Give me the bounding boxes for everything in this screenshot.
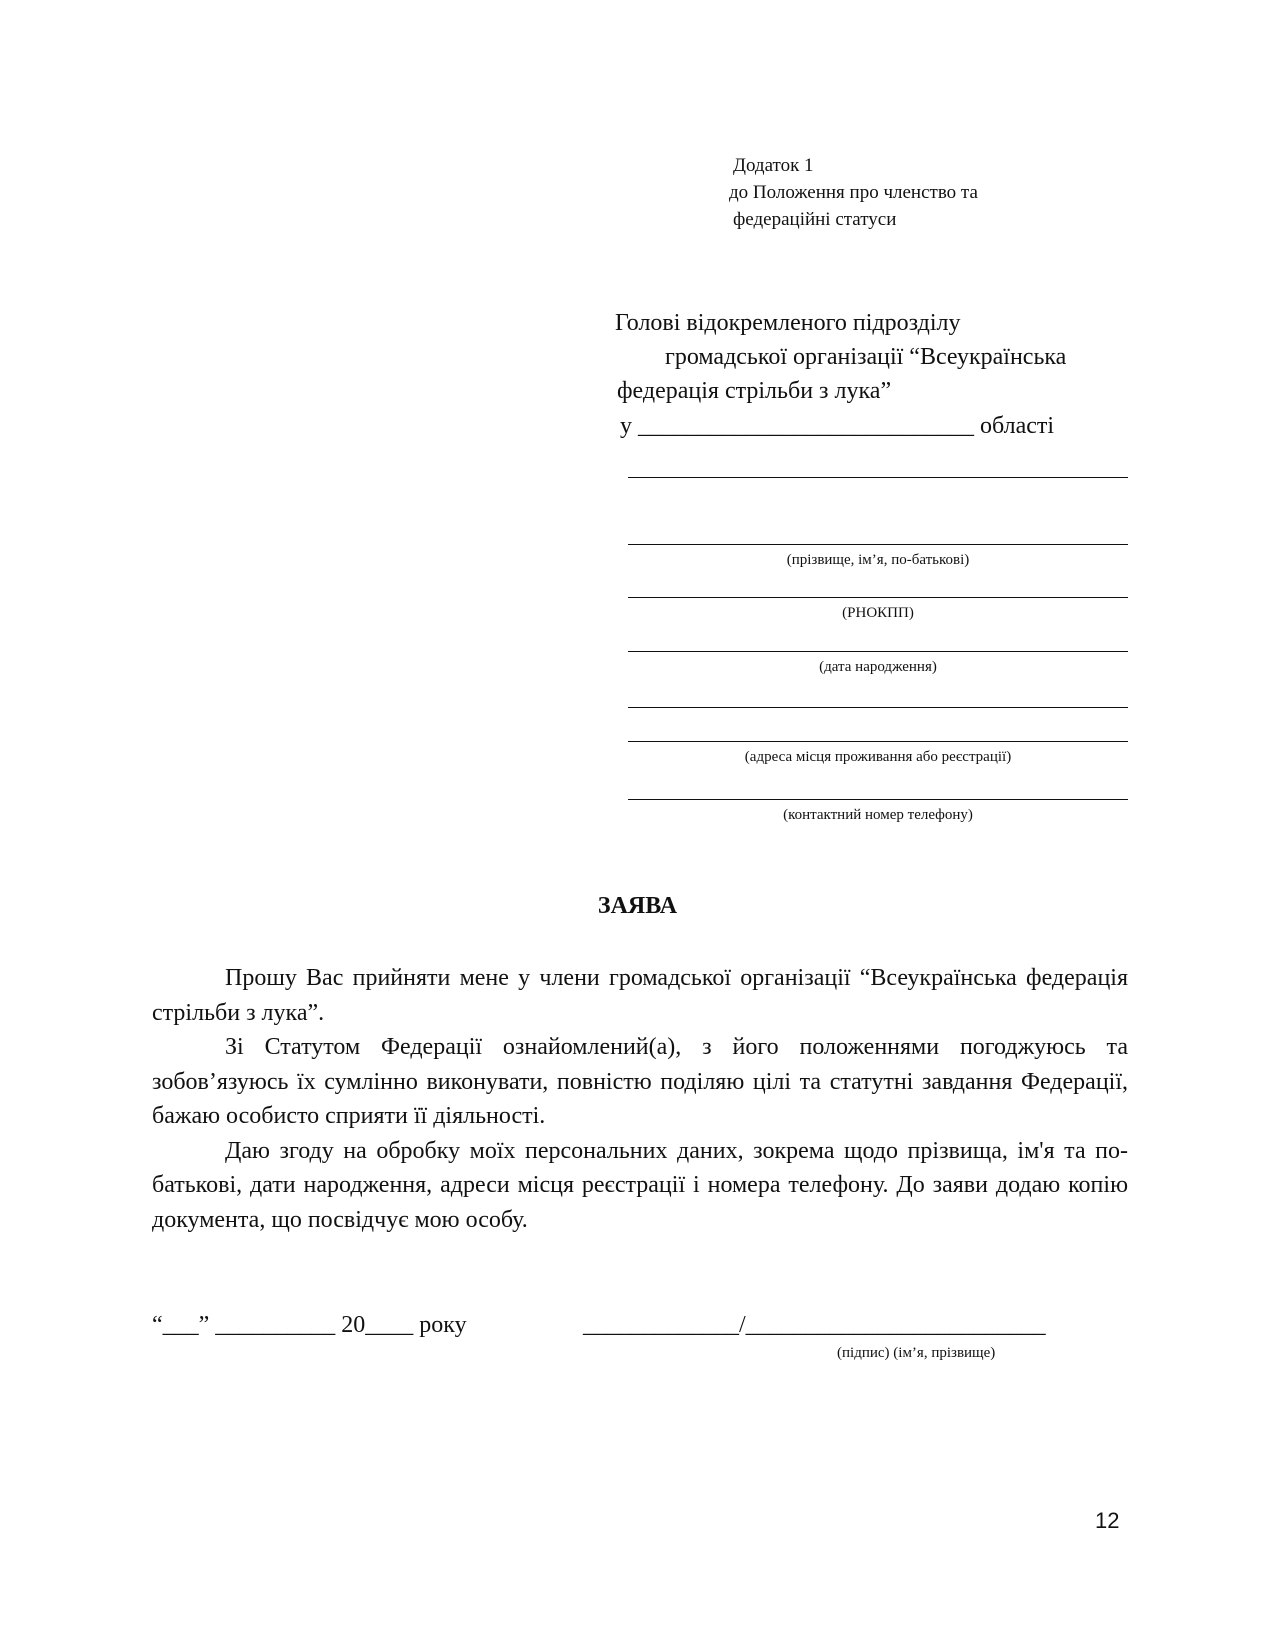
request-paragraph: Прошу Вас прийняти мене у члени громадської організації “Всеукраїнська федерація стрільби з лука”. [152,965,1128,1026]
addressee-line-1: Голові відокремленого підрозділу [615,310,961,336]
address-field-line-1[interactable] [628,707,1128,708]
address-field-line-2[interactable] [628,741,1128,742]
name-field-caption: (прізвище, ім’я, по-батькові) [786,552,970,568]
rnokpp-field-caption: (РНОКПП) [842,605,914,621]
birth-date-field-line[interactable] [628,651,1128,652]
phone-field-line[interactable] [628,799,1128,800]
rnokpp-field-line[interactable] [628,597,1128,598]
phone-field-caption: (контактний номер телефону) [783,807,973,823]
blank-line-1[interactable] [628,477,1128,478]
consent-paragraph: Даю згоду на обробку моїх персональних даних, зокрема щодо прізвища, ім'я та по-батькові, дати народження, адреси місця реєстрації і номера телефону. До заяви додаю копію документа, що посвідчує мою особу. [152,1137,1128,1233]
appendix-label: Додаток 1 [733,155,814,176]
addressee-line-3: федерація стрільби з лука” [617,378,892,404]
name-field-line[interactable] [628,544,1128,545]
application-body [152,961,1128,1237]
addressee-line-2: громадської організації “Всеукраїнська [665,344,1067,370]
addressee-region-line: у ____________________________ області [620,413,1055,439]
date-field[interactable]: “___” __________ 20____ року [152,1312,467,1338]
appendix-reference-cont: федераційні статуси [733,209,897,230]
signature-field[interactable]: _____________/_________________________ [583,1312,1046,1338]
statute-paragraph: Зі Статутом Федерації ознайомлений(а), з його положеннями погоджуюсь та зобов’язуюсь їх сумлінно виконувати, повністю поділяю цілі та статутні завдання Федерації, бажаю особисто сприяти її діяльності. [152,1034,1128,1129]
page-number: 12 [1095,1508,1120,1533]
birth-date-field-caption: (дата народження) [819,659,937,675]
appendix-reference: до Положення про членство та [729,182,978,203]
address-field-caption: (адреса місця проживання або реєстрації) [744,749,1012,765]
signature-caption: (підпис) (ім’я, прізвище) [837,1345,996,1361]
document-title: ЗАЯВА [597,893,678,919]
